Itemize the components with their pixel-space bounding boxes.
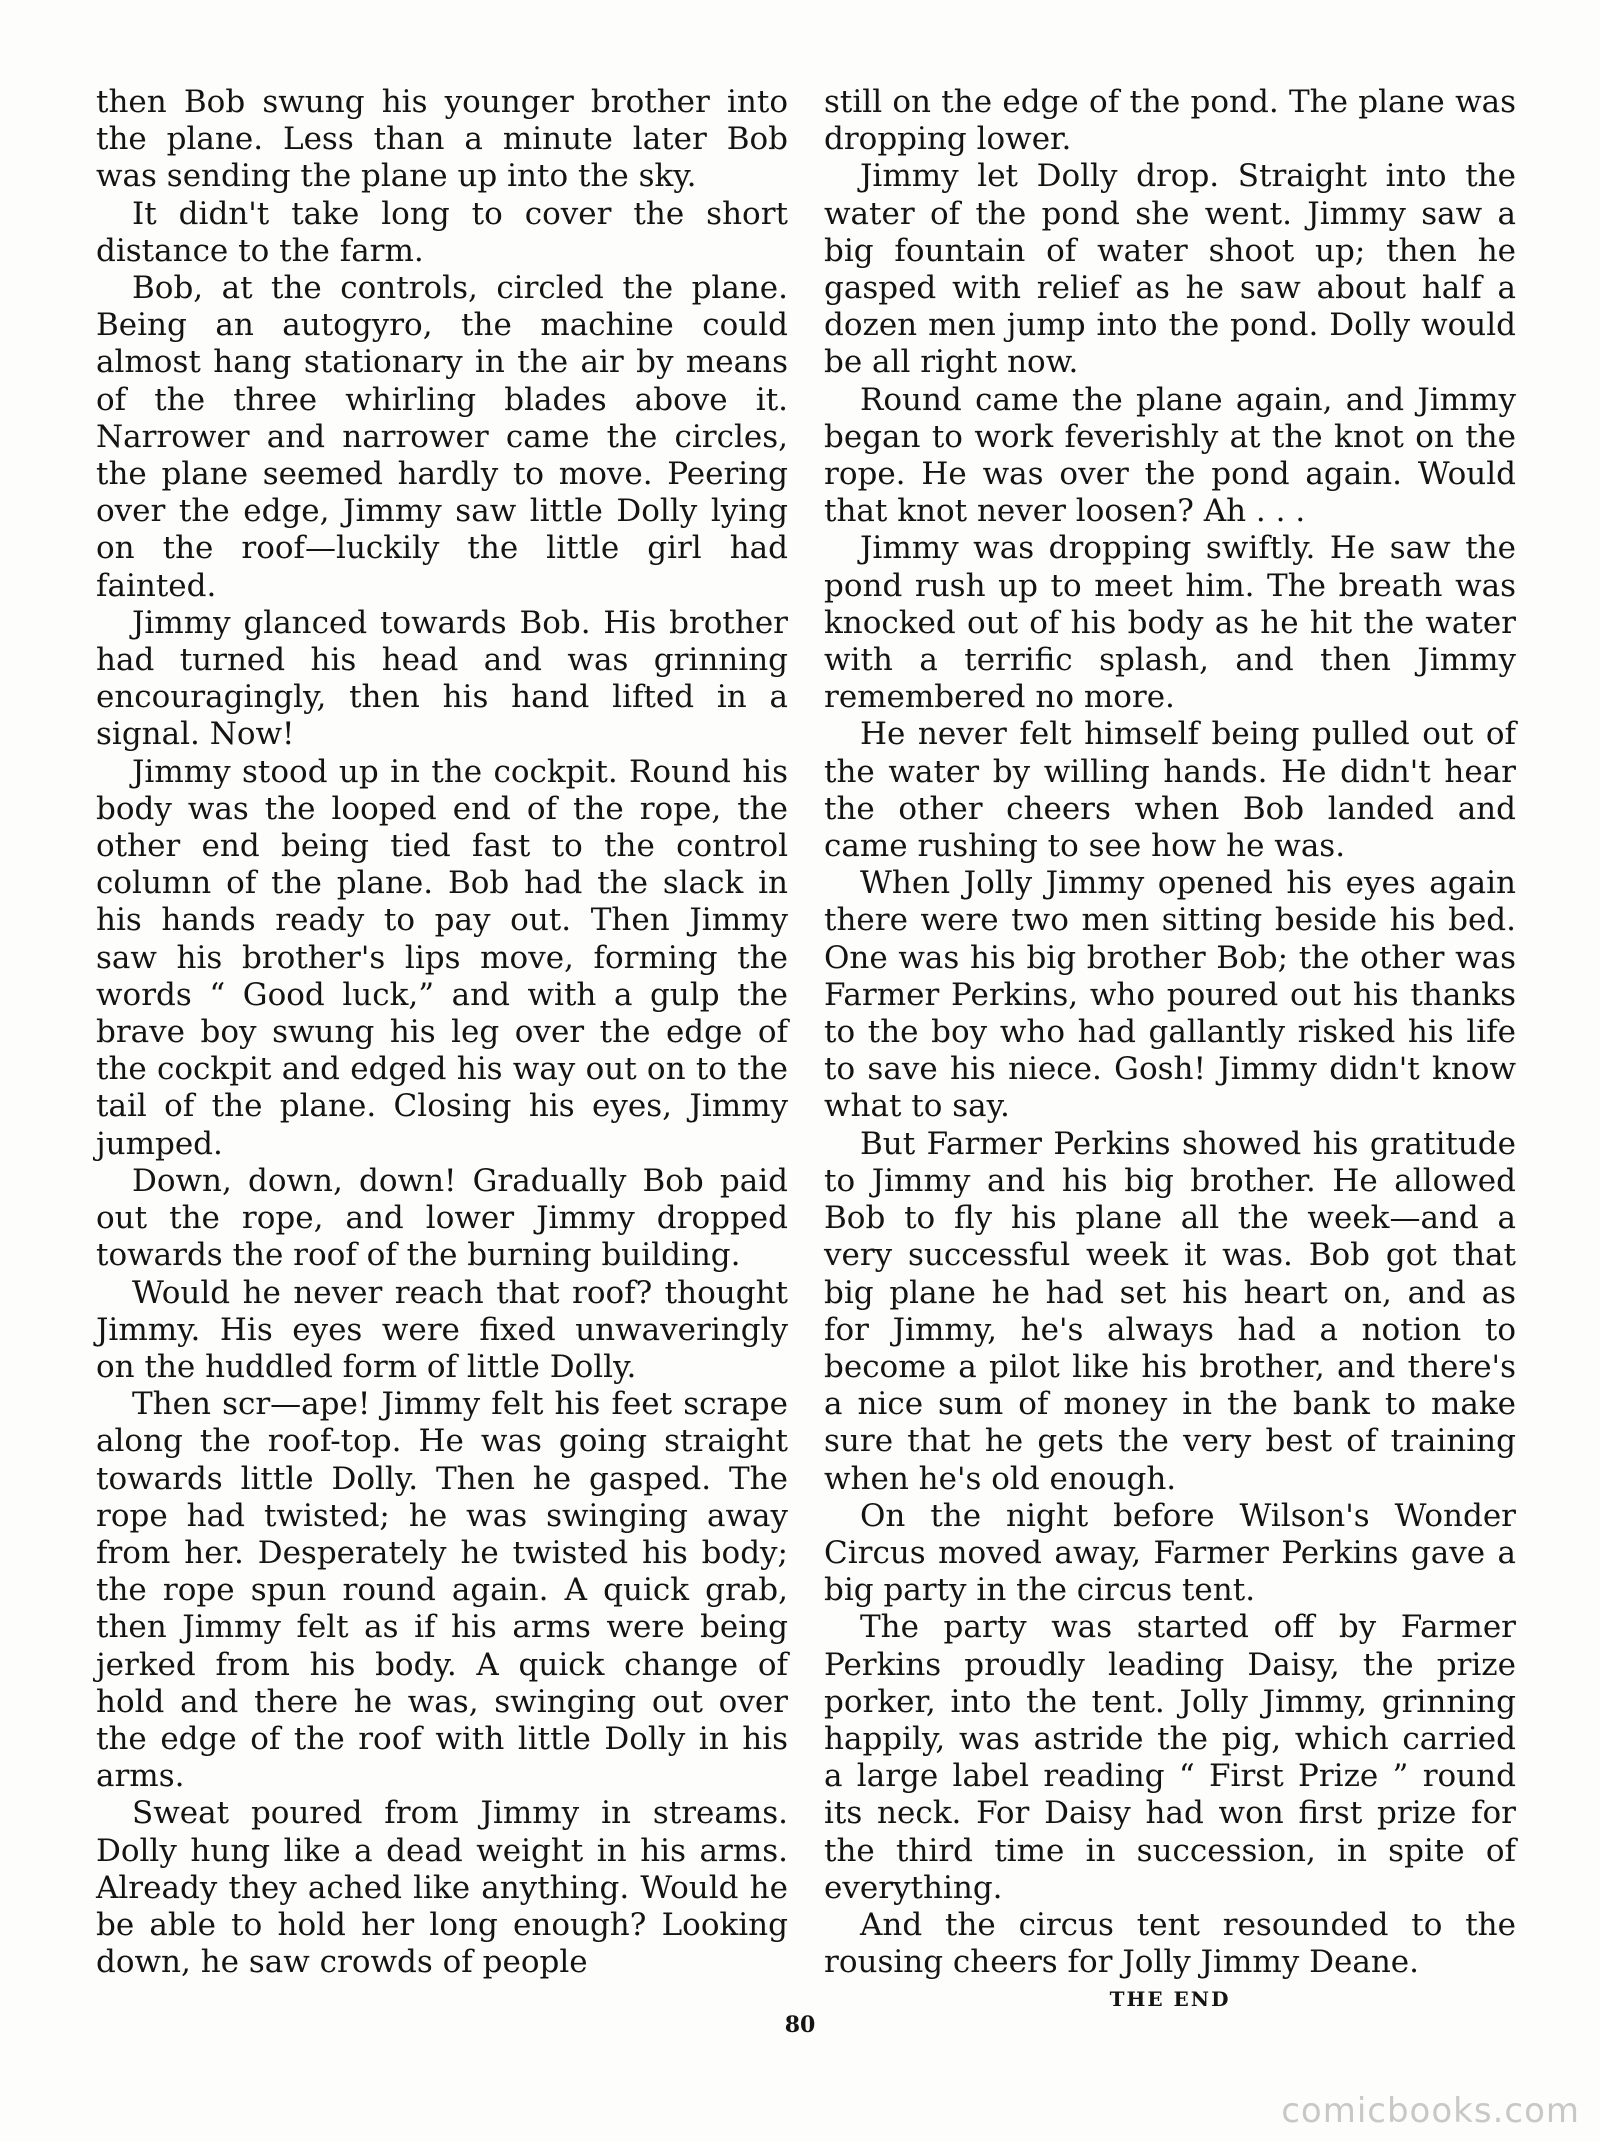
story-page (96, 84, 1516, 2044)
paragraph: Jimmy let Dolly drop. Straight into the water of the pond she went. Jimmy saw a big fountain of water shoot up; then he gasped with relief as he saw about half a dozen men jump into the pond. Dolly would be all right now. (824, 158, 1516, 381)
paragraph: But Farmer Perkins showed his gratitude to Jimmy and his big brother. He allowed Bob to fly his plane all the week—and a very successful week it was. Bob got that big plane he had set his heart on, and as for Jimmy, he's always had a notion to become a pilot like his brother, and there's a nice sum of money in the bank to make sure that he gets the very best of training when he's old enough. (824, 1125, 1516, 1497)
paragraph: The party was started off by Farmer Perkins proudly leading Daisy, the prize porker, into the tent. Jolly Jimmy, grinning happily, was astride the pig, which carried a large label reading “ First Prize ” round its neck. For Daisy had won first prize for the third time in succession, in spite of everything. (824, 1609, 1516, 1906)
watermark: comicbooks.com (1281, 2091, 1580, 2131)
the-end-label: THE END (1109, 1987, 1231, 2012)
paragraph: When Jolly Jimmy opened his eyes again there were two men sitting beside his bed. One was his big brother Bob; the other was Farmer Perkins, who poured out his thanks to the boy who had gallantly risked his life to save his niece. Gosh! Jimmy didn't know what to say. (824, 865, 1516, 1125)
paragraph: Jimmy glanced towards Bob. His brother had turned his head and was grinning encouragingly, then his hand lifted in a signal. Now! (96, 604, 788, 753)
paragraph: Round came the plane again, and Jimmy began to work feverishly at the knot on the rope. He was over the pond again. Would that knot never loosen? Ah . . . (824, 381, 1516, 530)
left-column (96, 84, 788, 1981)
paragraph: then Bob swung his younger brother into the plane. Less than a minute later Bob was sending the plane up into the sky. (96, 84, 788, 195)
paragraph: Bob, at the controls, circled the plane. Being an autogyro, the machine could almost hang stationary in the air by means of the three whirling blades above it. Narrower and narrower came the circles, the plane seemed hardly to move. Peering over the edge, Jimmy saw little Dolly lying on the roof—luckily the little girl had fainted. (96, 270, 788, 604)
page-number: 80 (784, 2012, 816, 2038)
paragraph: Jimmy stood up in the cockpit. Round his body was the looped end of the rope, the other end being tied fast to the control column of the plane. Bob had the slack in his hands ready to pay out. Then Jimmy saw his brother's lips move, forming the words “ Good luck,” and with a gulp the brave boy swung his leg over the edge of the cockpit and edged his way out on to the tail of the plane. Closing his eyes, Jimmy jumped. (96, 753, 788, 1162)
right-column (824, 84, 1516, 2011)
paragraph: On the night before Wilson's Wonder Circus moved away, Farmer Perkins gave a big party in the circus tent. (824, 1497, 1516, 1609)
paragraph: Jimmy was dropping swiftly. He saw the pond rush up to meet him. The breath was knocked out of his body as he hit the water with a terrific splash, and then Jimmy remembered no more. (824, 530, 1516, 716)
paragraph: Down, down, down! Gradually Bob paid out the rope, and lower Jimmy dropped towards the roof of the burning building. (96, 1162, 788, 1274)
paragraph: Sweat poured from Jimmy in streams. Dolly hung like a dead weight in his arms. Already they ached like anything. Would he be able to hold her long enough? Looking down, he saw crowds of people (96, 1795, 788, 1981)
paragraph: still on the edge of the pond. The plane was dropping lower. (824, 84, 1516, 158)
paragraph: It didn't take long to cover the short distance to the farm. (96, 195, 788, 269)
paragraph: Then scr—ape! Jimmy felt his feet scrape along the roof-top. He was going straight towards little Dolly. Then he gasped. The rope had twisted; he was swinging away from her. Desperately he twisted his body; the rope spun round again. A quick grab, then Jimmy felt as if his arms were being jerked from his body. A quick change of hold and there he was, swinging out over the edge of the roof with little Dolly in his arms. (96, 1386, 788, 1795)
paragraph: He never felt himself being pulled out of the water by willing hands. He didn't hear the other cheers when Bob landed and came rushing to see how he was. (824, 716, 1516, 865)
paragraph: And the circus tent resounded to the rousing cheers for Jolly Jimmy Deane. (824, 1906, 1516, 1981)
paragraph: Would he never reach that roof? thought Jimmy. His eyes were fixed unwaveringly on the huddled form of little Dolly. (96, 1274, 788, 1385)
